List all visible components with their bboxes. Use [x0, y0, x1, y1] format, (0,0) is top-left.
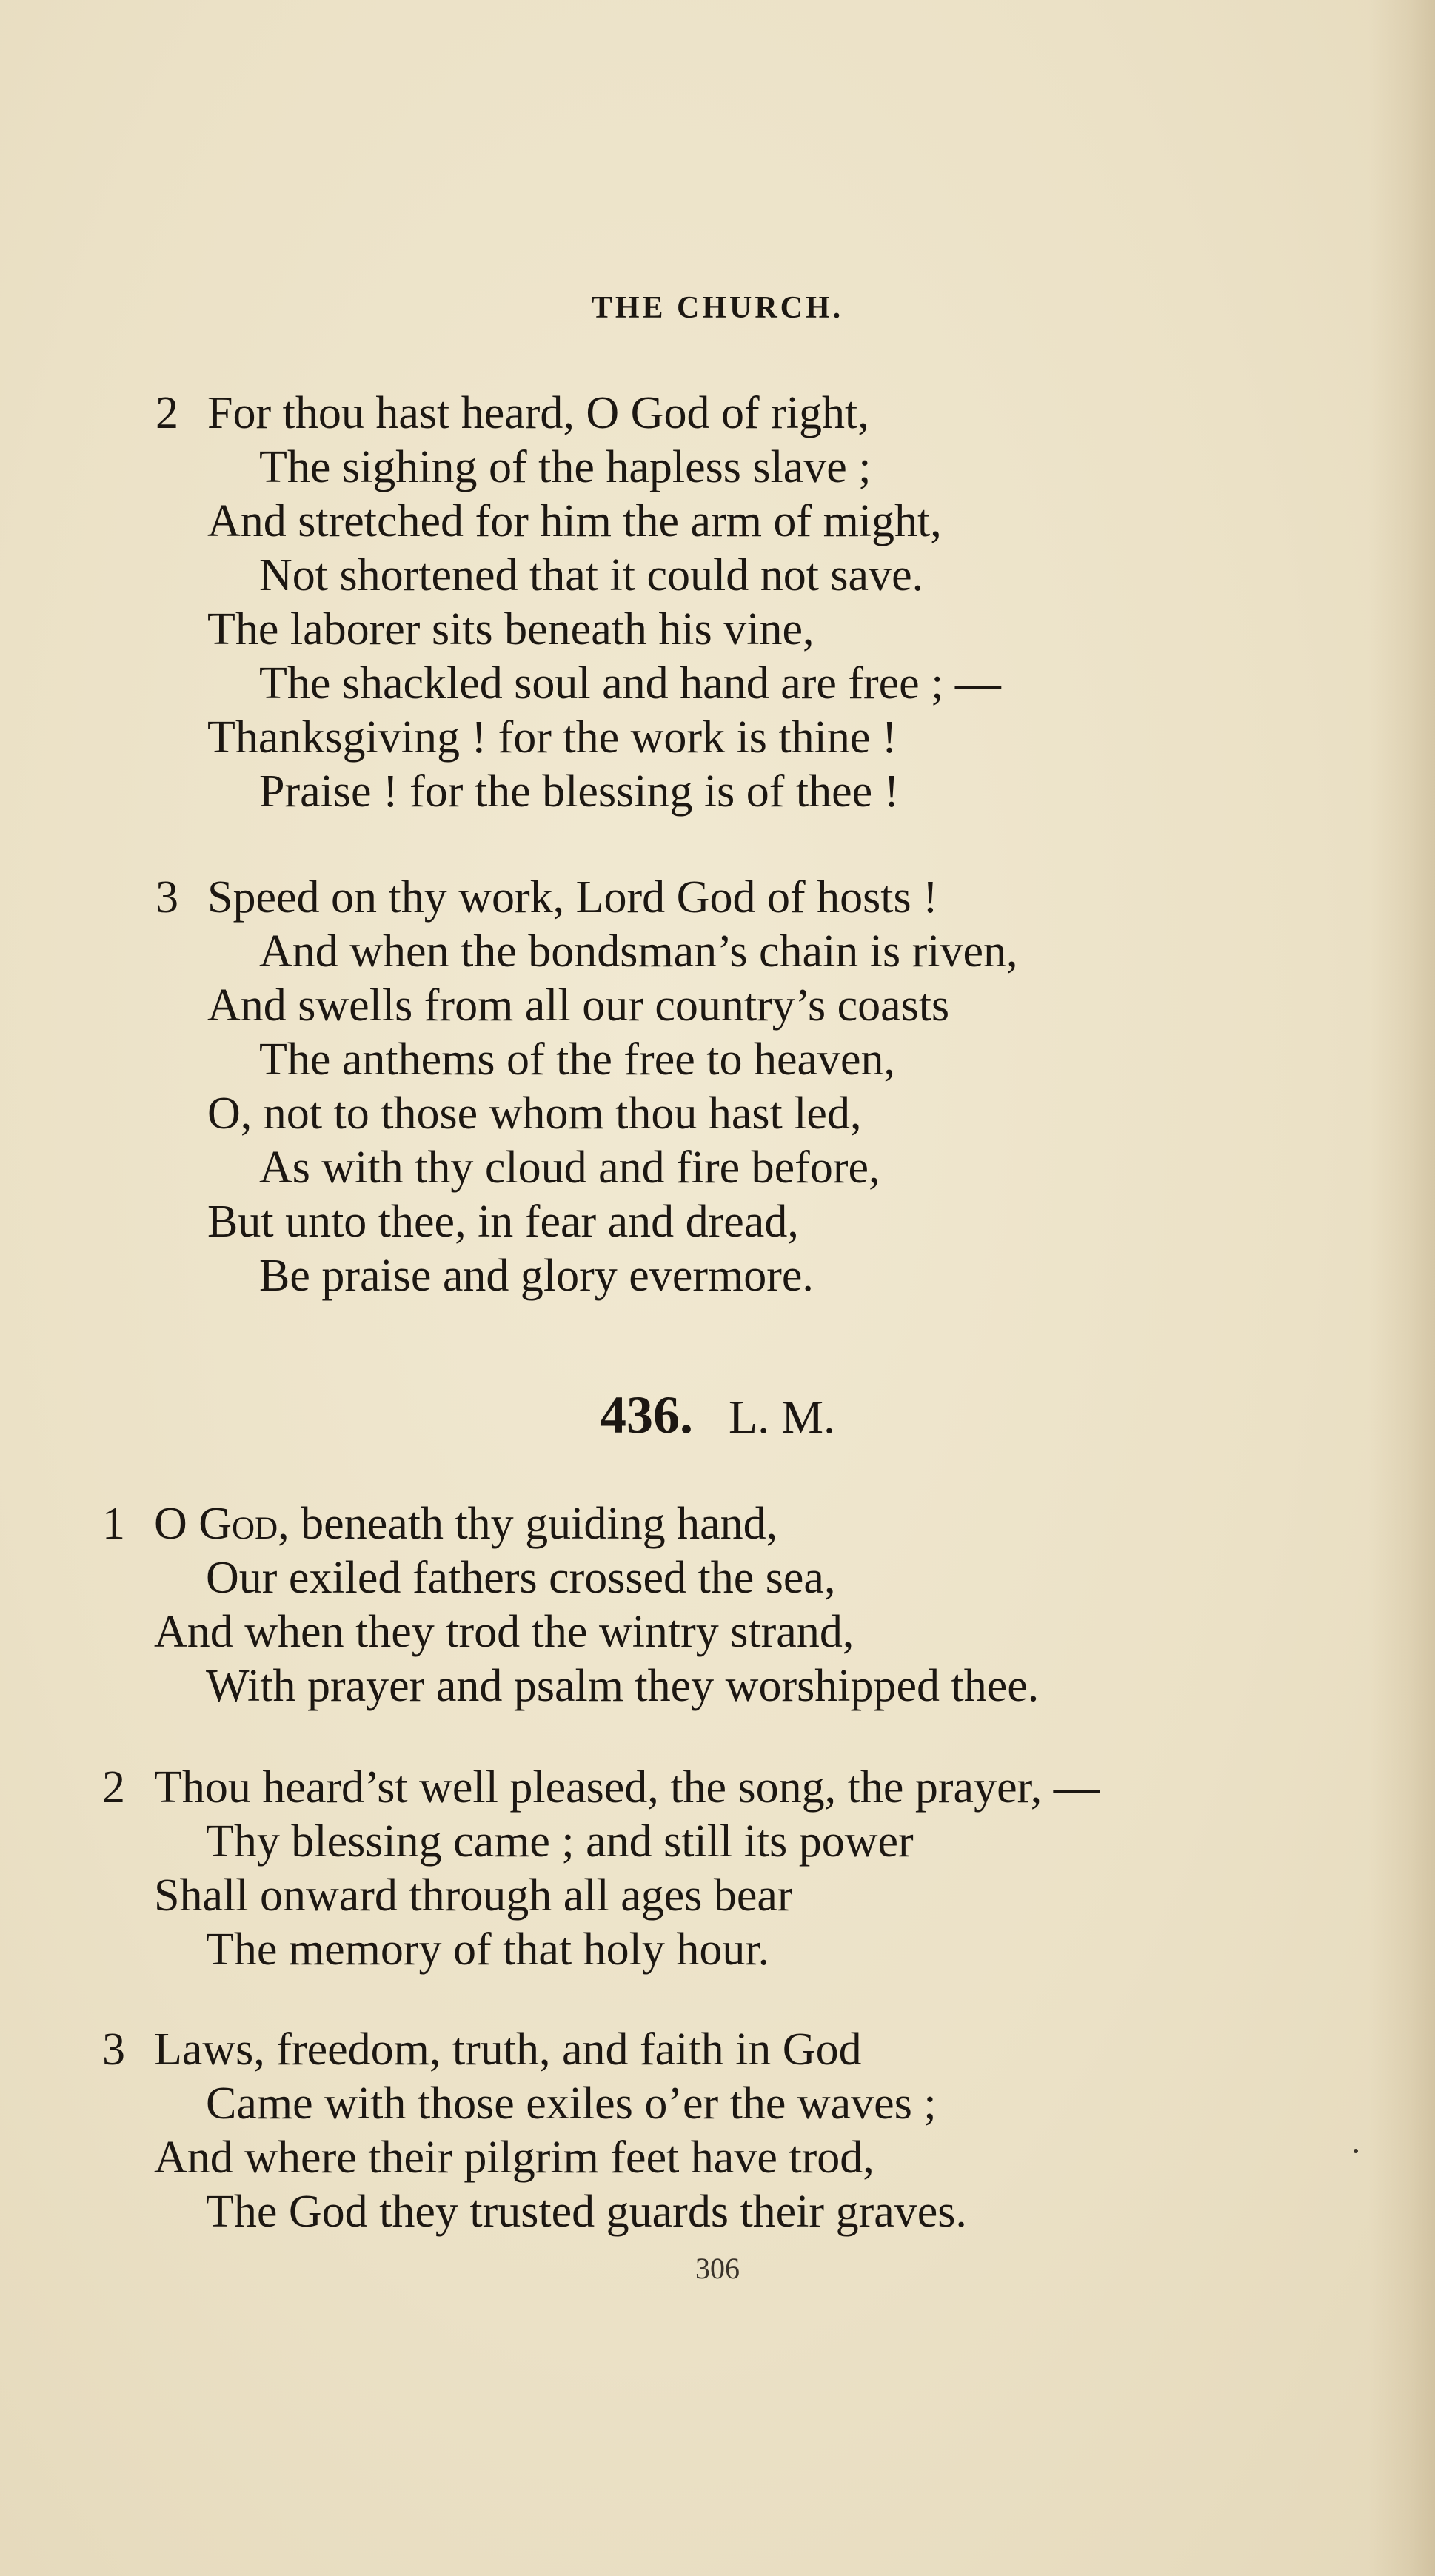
- ink-speck: [1354, 2149, 1358, 2153]
- verse-line: And when the bondsman’s chain is riven,: [259, 926, 1018, 977]
- verse-line: And stretched for him the arm of might,: [207, 496, 942, 546]
- divine-name: God: [198, 1499, 278, 1549]
- verse-line: Shall onward through all ages bear: [154, 1870, 793, 1921]
- verse-line: Be praise and glory evermore.: [259, 1251, 814, 1301]
- running-head: THE CHURCH.: [591, 291, 844, 325]
- page-edge-shadow: [1368, 0, 1435, 2576]
- verse-line: The God they trusted guards their graves.: [206, 2187, 967, 2237]
- verse-line: And when they trod the wintry strand,: [154, 1607, 854, 1657]
- hymn-436-verse-1: [102, 1497, 1039, 1713]
- verse-line: The memory of that holy hour.: [206, 1924, 770, 1975]
- hymn-436-verse-2: [102, 1761, 1100, 1977]
- verse-line: And where their pilgrim feet have trod,: [154, 2132, 874, 2183]
- page-number: 306: [695, 2252, 740, 2285]
- verse-line: Our exiled fathers crossed the sea,: [206, 1553, 836, 1603]
- verse-line: The sighing of the hapless slave ;: [259, 442, 872, 492]
- verse-line: 3 Speed on thy work, Lord God of hosts !: [155, 871, 1018, 925]
- hymn-heading: [0, 1385, 1435, 1446]
- verse-line: Thy blessing came ; and still its power: [206, 1816, 914, 1867]
- hymn-meter: L. M.: [729, 1391, 835, 1443]
- verse-number: 2: [155, 388, 178, 438]
- hymn-436-verse-3: [102, 2023, 967, 2239]
- verse-line: The shackled soul and hand are free ; —: [259, 658, 1001, 709]
- verse-line: O, not to those whom thou hast led,: [207, 1088, 862, 1139]
- verse-line: And swells from all our country’s coasts: [207, 980, 950, 1031]
- verse-number: 2: [102, 1762, 125, 1813]
- verse-line: But unto thee, in fear and dread,: [207, 1197, 799, 1247]
- hymn-number: 436.: [600, 1385, 693, 1445]
- verse-line: Not shortened that it could not save.: [259, 550, 924, 600]
- verse-line: As with thy cloud and fire before,: [259, 1143, 880, 1193]
- verse-line: Came with those exiles o’er the waves ;: [206, 2078, 937, 2129]
- verse-line: The laborer sits beneath his vine,: [207, 604, 814, 655]
- verse-2-previous-hymn: [155, 387, 1001, 819]
- verse-line: 1 O God, beneath thy guiding hand,: [102, 1497, 1039, 1551]
- verse-number: 3: [102, 2024, 125, 2075]
- verse-line: Thanksgiving ! for the work is thine !: [207, 712, 897, 763]
- verse-number: 3: [155, 872, 178, 923]
- verse-line: Praise ! for the blessing is of thee !: [259, 766, 900, 817]
- verse-line: The anthems of the free to heaven,: [259, 1034, 896, 1085]
- verse-line: 2 For thou hast heard, O God of right,: [155, 387, 1001, 441]
- verse-line: 3 Laws, freedom, truth, and faith in God: [102, 2023, 967, 2077]
- verse-3-previous-hymn: [155, 871, 1018, 1303]
- verse-number: 1: [102, 1499, 125, 1549]
- verse-line: 2 Thou heard’st well pleased, the song, the prayer, —: [102, 1761, 1100, 1815]
- verse-line: With prayer and psalm they worshipped thee.: [206, 1661, 1040, 1711]
